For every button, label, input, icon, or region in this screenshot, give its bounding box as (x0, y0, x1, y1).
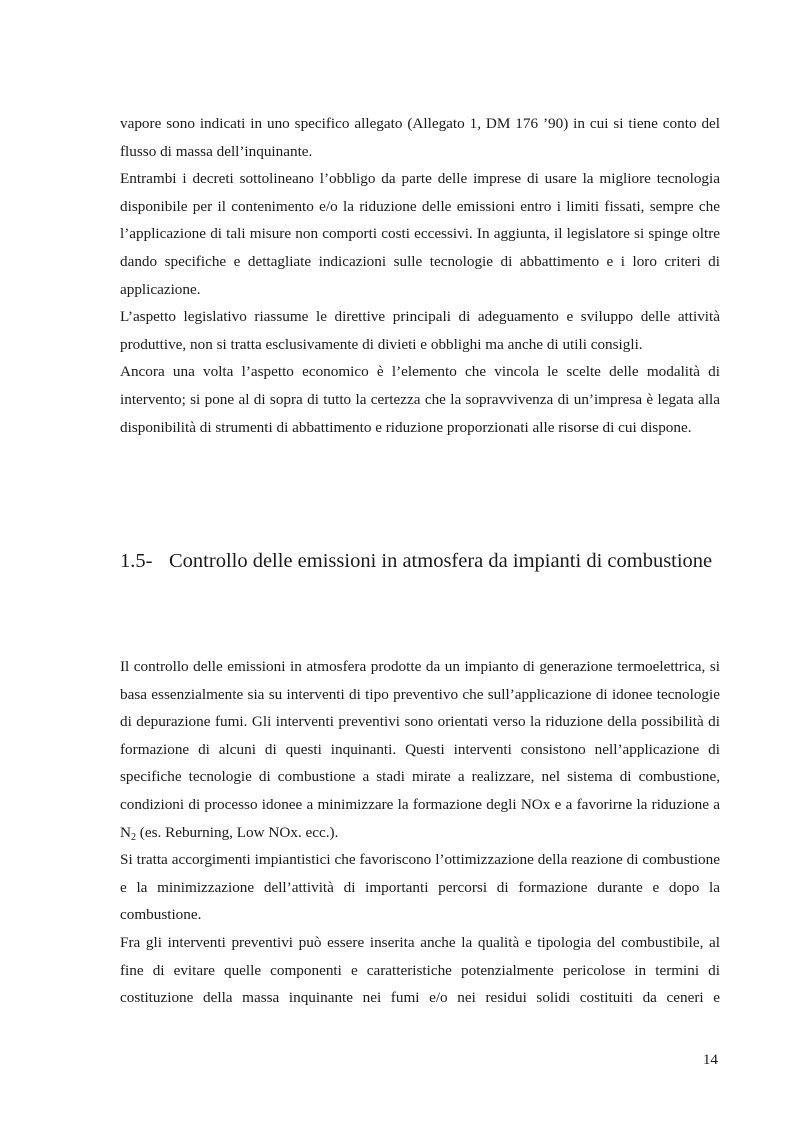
paragraph-text: Il controllo delle emissioni in atmosfera prodotte da un impianto di generazione termoelettrica, si basa essenzialmente sia su interventi di tipo preventivo che sull’applicazione di idonee tecnologie di depurazione fumi. Gli interventi preventivi sono orientati verso la riduzione della possibilità di formazione di alcuni di questi inquinanti. Questi interventi consistono nell’applicazione di specifiche tecnologie di combustione a stadi mirate a realizzare, nel sistema di combustione, condizioni di processo idonee a minimizzare la formazione degli NOx e a favorirne la riduzione a N (120, 658, 720, 841)
paragraph (120, 653, 720, 846)
section-heading (120, 544, 720, 579)
paragraph: Entrambi i decreti sottolineano l’obbligo da parte delle imprese di usare la migliore tecnologia disponibile per il contenimento e/o la riduzione delle emissioni entro i limiti fissati, sempre che l’applicazione di tali misure non comporti costi eccessivi. In aggiunta, il legislatore si spinge oltre dando specifiche e dettagliate indicazioni sulle tecnologie di abbattimento e i loro criteri di applicazione. (120, 170, 720, 298)
text-block-bottom (120, 653, 720, 1012)
text-block-top (120, 110, 720, 441)
paragraph: Si tratta accorgimenti impiantistici che favoriscono l’ottimizzazione della reazione di combustione e la minimizzazione dell’attività di importanti percorsi di formazione durante e dopo la combustione. (120, 851, 720, 924)
section-number: 1.5- (120, 550, 153, 572)
subscript: 2 (130, 831, 136, 843)
page-number: 14 (702, 1051, 718, 1068)
paragraph: Ancora una volta l’aspetto economico è l’elemento che vincola le scelte delle modalità di intervento; si pone al di sopra di tutto la certezza che la sopravvivenza di un’impresa è legata alla disponibilità di strumenti di abbattimento e riduzione proporzionati alle risorse di cui dispone. (120, 363, 720, 436)
paragraph: vapore sono indicati in uno specifico allegato (Allegato 1, DM 176 ’90) in cui si tiene conto del flusso di massa dell’inquinante. (120, 115, 720, 160)
paragraph: L’aspetto legislativo riassume le direttive principali di adeguamento e sviluppo delle attività produttive, non si tratta esclusivamente di divieti e obblighi ma anche di utili consigli. (120, 308, 720, 353)
paragraph: Fra gli interventi preventivi può essere inserita anche la qualità e tipologia del combustibile, al fine di evitare quelle componenti e caratteristiche potenzialmente pericolose in termini di costituzione della massa inquinante nei fumi e/o nei residui solidi costituiti da ceneri e (120, 933, 720, 1007)
section-title: Controllo delle emissioni in atmosfera da impianti di combustione (169, 550, 713, 572)
paragraph-text: (es. Reburning, Low NOx. ecc.). (135, 823, 339, 841)
